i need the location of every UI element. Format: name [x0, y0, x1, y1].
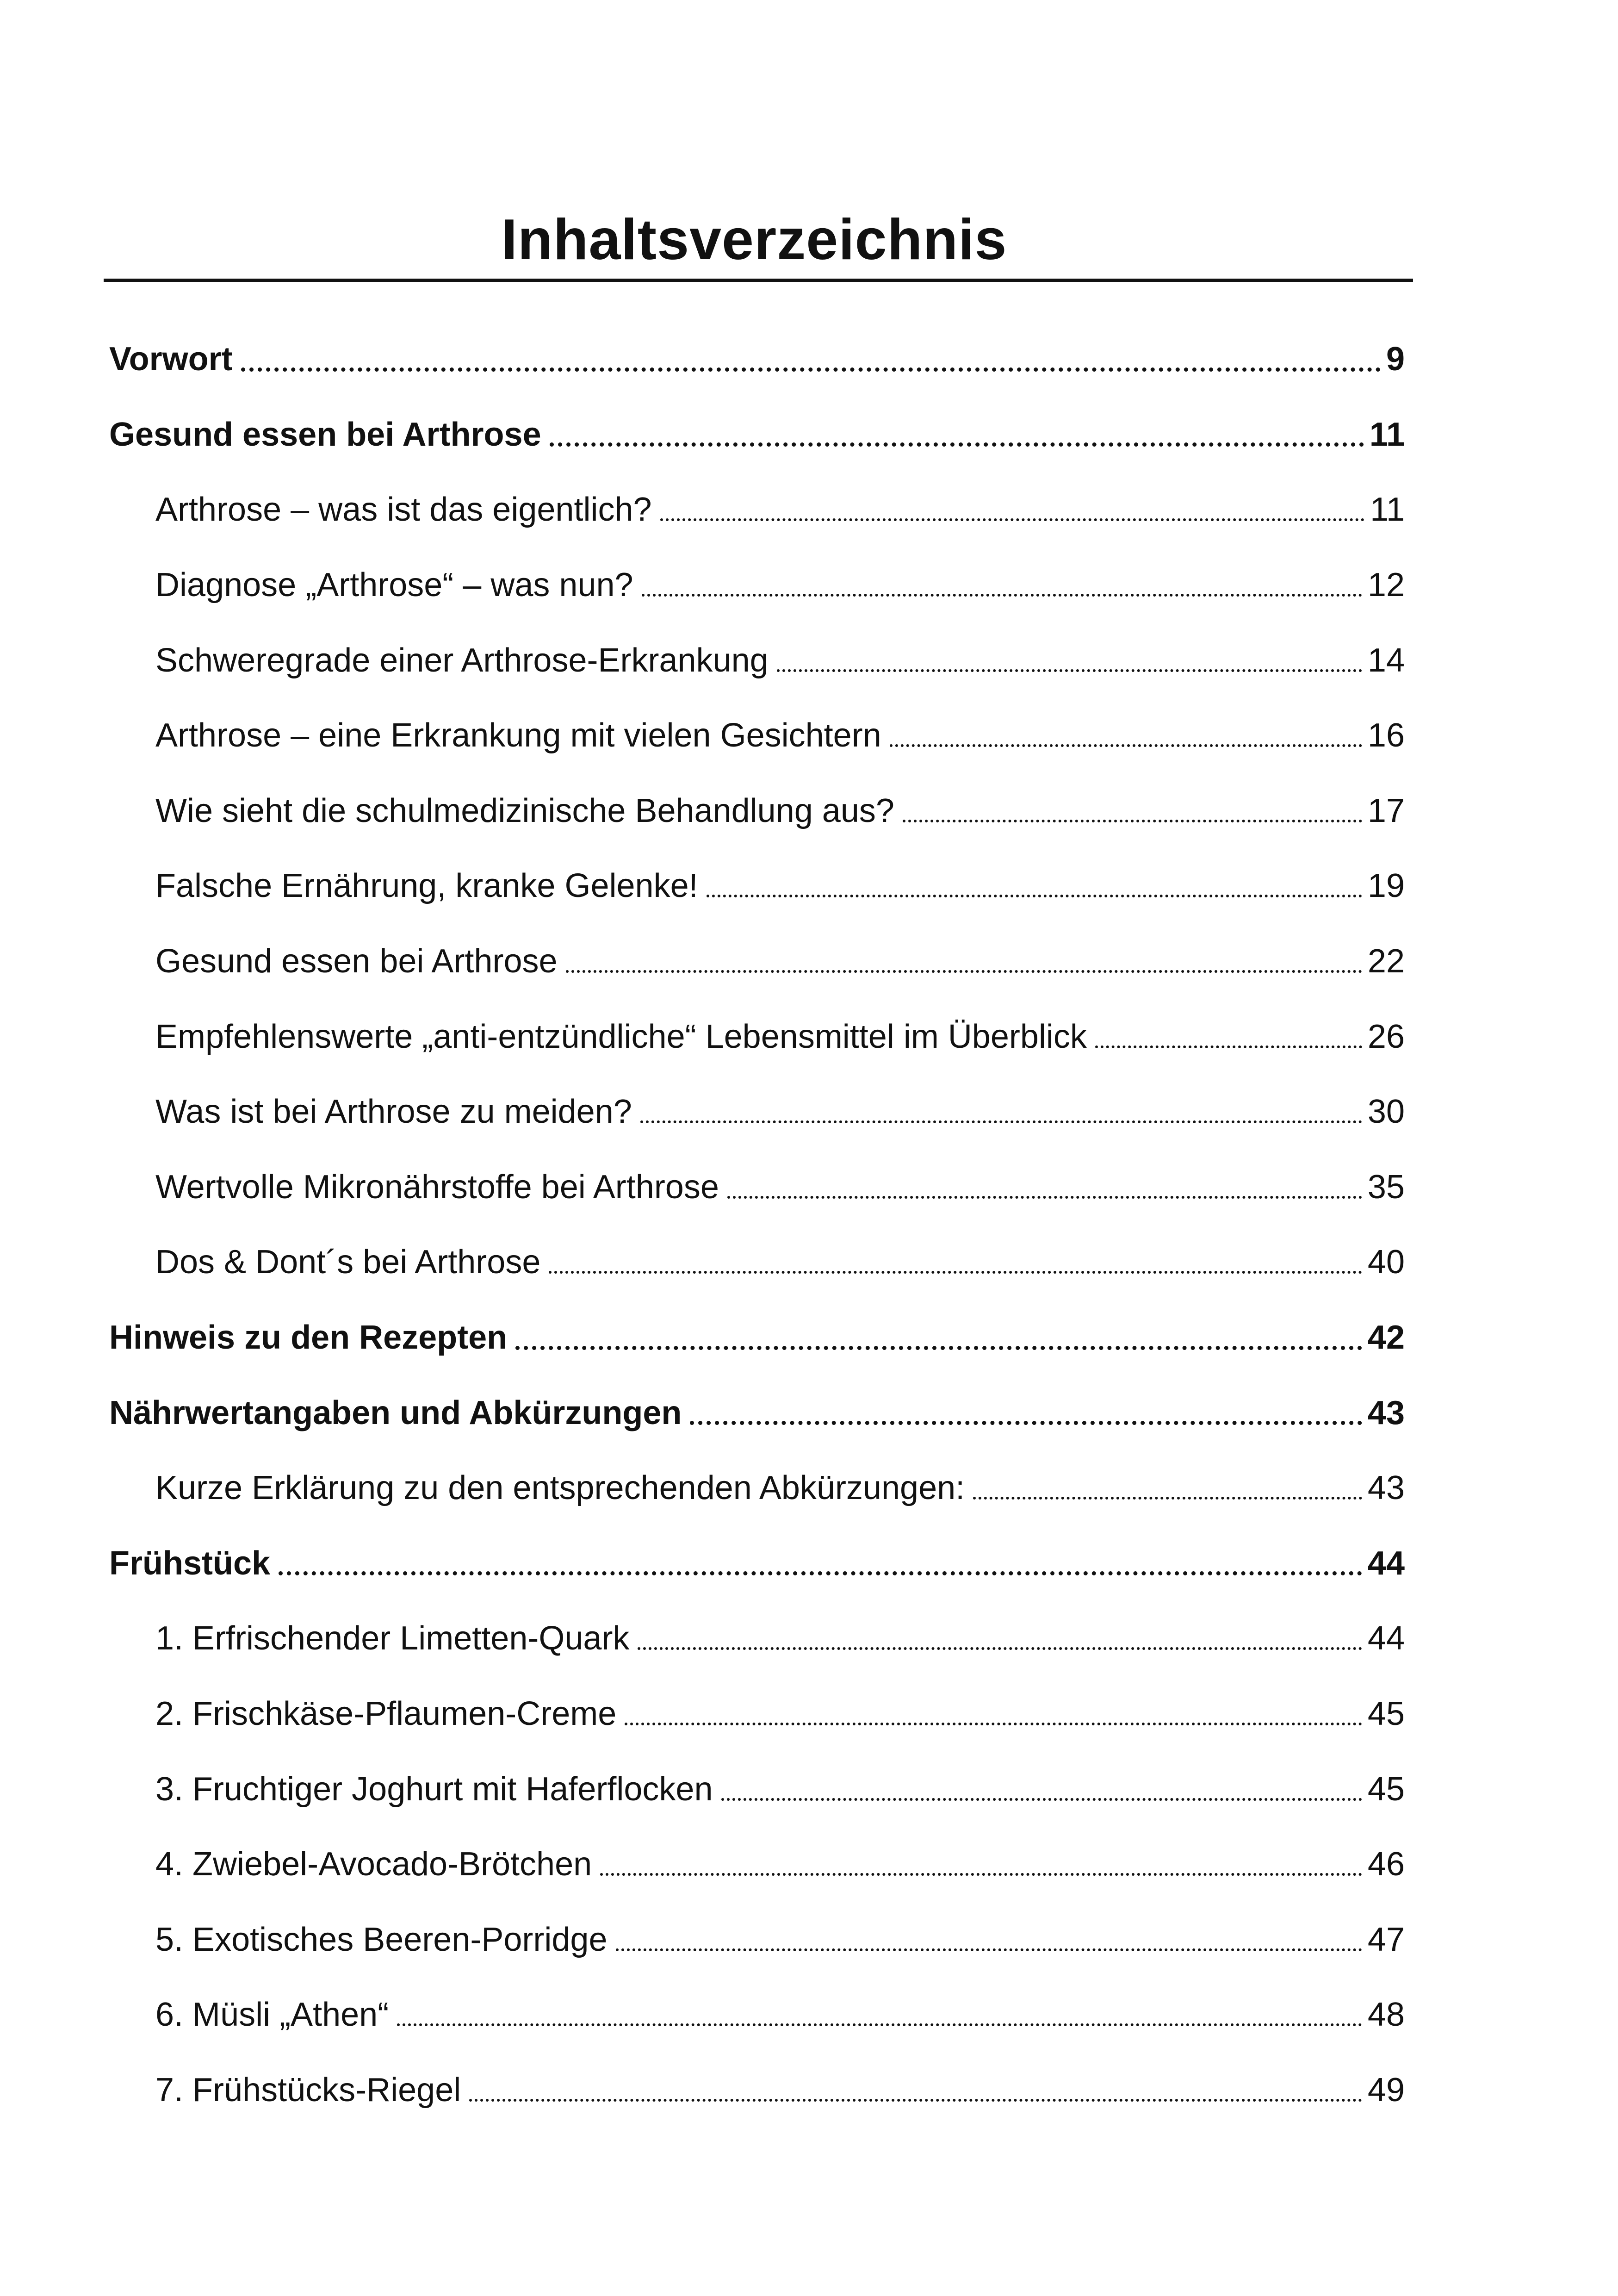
dot-leader: [279, 1571, 1362, 1575]
dot-leader: [660, 518, 1365, 521]
toc-section-entry: [109, 548, 1405, 623]
toc-entry-page-number: 47: [1367, 1921, 1405, 1958]
toc-entry-title: Frühstück: [109, 1544, 271, 1582]
toc-entry-title: Wertvolle Mikronährstoffe bei Arthrose: [155, 1168, 719, 1206]
toc-entry-page-number: 30: [1367, 1093, 1405, 1131]
table-of-contents: [109, 322, 1405, 2128]
toc-entry-title: Gesund essen bei Arthrose: [155, 943, 558, 980]
toc-entry-page-number: 16: [1367, 717, 1405, 754]
toc-entry-page-number: 14: [1367, 641, 1405, 679]
dot-leader: [600, 1873, 1362, 1876]
toc-entry-title: 7. Frühstücks-Riegel: [155, 2071, 461, 2109]
dot-leader: [550, 442, 1364, 447]
toc-entry-title: 2. Frischkäse-Pflaumen-Creme: [155, 1695, 617, 1732]
toc-entry-title: 3. Fruchtiger Joghurt mit Haferflocken: [155, 1770, 713, 1808]
dot-leader: [566, 970, 1362, 973]
toc-entry-page-number: 44: [1367, 1620, 1405, 1657]
toc-entry-title: Diagnose „Arthrose“ – was nun?: [155, 566, 633, 604]
dot-leader: [515, 1346, 1362, 1350]
toc-section-entry: [109, 1450, 1405, 1526]
toc-chapter-entry: [109, 1300, 1405, 1375]
toc-section-entry: [109, 1977, 1405, 2053]
toc-section-entry: [109, 1601, 1405, 1676]
toc-entry-title: 6. Müsli „Athen“: [155, 1996, 389, 2034]
dot-leader: [549, 1271, 1362, 1274]
toc-entry-title: Schweregrade einer Arthrose-Erkrankung: [155, 641, 769, 679]
toc-entry-page-number: 43: [1367, 1469, 1405, 1507]
toc-entry-page-number: 11: [1369, 416, 1405, 453]
toc-entry-page-number: 42: [1367, 1319, 1405, 1356]
toc-section-entry: [109, 1751, 1405, 1827]
toc-section-entry: [109, 2053, 1405, 2128]
toc-entry-title: Arthrose – eine Erkrankung mit vielen Gesichtern: [155, 717, 881, 754]
toc-section-entry: [109, 999, 1405, 1074]
toc-entry-title: Wie sieht die schulmedizinische Behandlung aus?: [155, 792, 894, 829]
toc-entry-title: 1. Erfrischender Limetten-Quark: [155, 1620, 630, 1657]
toc-entry-page-number: 26: [1367, 1018, 1405, 1055]
toc-entry-page-number: 17: [1367, 792, 1405, 829]
toc-section-entry: [109, 698, 1405, 773]
toc-entry-page-number: 9: [1386, 341, 1405, 378]
dot-leader: [241, 367, 1381, 372]
toc-entry-page-number: 45: [1367, 1770, 1405, 1808]
toc-entry-title: Dos & Dont´s bei Arthrose: [155, 1244, 541, 1281]
dot-leader: [707, 895, 1362, 897]
dot-leader: [890, 744, 1362, 747]
toc-entry-title: Nährwertangaben und Abkürzungen: [109, 1394, 682, 1431]
toc-entry-page-number: 22: [1367, 943, 1405, 980]
toc-entry-page-number: 48: [1367, 1996, 1405, 2034]
toc-entry-title: Arthrose – was ist das eigentlich?: [155, 491, 652, 529]
dot-leader: [642, 594, 1362, 597]
toc-chapter-entry: [109, 397, 1405, 473]
dot-leader: [721, 1798, 1362, 1801]
dot-leader: [616, 1948, 1362, 1951]
toc-section-entry: [109, 924, 1405, 999]
toc-entry-page-number: 35: [1367, 1168, 1405, 1206]
toc-entry-title: Falsche Ernährung, kranke Gelenke!: [155, 867, 698, 905]
toc-entry-page-number: 11: [1370, 491, 1405, 529]
toc-entry-page-number: 12: [1367, 566, 1405, 604]
title-divider: [104, 279, 1413, 282]
toc-section-entry: [109, 1902, 1405, 1977]
dot-leader: [625, 1723, 1362, 1725]
toc-section-entry: [109, 472, 1405, 548]
toc-entry-title: Vorwort: [109, 341, 233, 378]
toc-section-entry: [109, 1225, 1405, 1300]
toc-section-entry: [109, 1074, 1405, 1150]
toc-entry-title: Kurze Erklärung zu den entsprechenden Abkürzungen:: [155, 1469, 965, 1507]
toc-chapter-entry: [109, 1375, 1405, 1450]
dot-leader: [397, 2023, 1362, 2026]
dot-leader: [690, 1421, 1362, 1425]
toc-section-entry: [109, 848, 1405, 924]
toc-section-entry: [109, 1150, 1405, 1225]
dot-leader: [727, 1196, 1362, 1199]
toc-entry-title: 4. Zwiebel-Avocado-Brötchen: [155, 1846, 592, 1883]
toc-entry-page-number: 46: [1367, 1846, 1405, 1883]
toc-entry-title: Gesund essen bei Arthrose: [109, 416, 541, 453]
toc-chapter-entry: [109, 1526, 1405, 1601]
dot-leader: [777, 669, 1362, 672]
toc-chapter-entry: [109, 322, 1405, 397]
toc-section-entry: [109, 622, 1405, 698]
dot-leader: [973, 1497, 1362, 1500]
toc-entry-page-number: 40: [1367, 1244, 1405, 1281]
dot-leader: [903, 820, 1362, 822]
toc-section-entry: [109, 773, 1405, 849]
toc-entry-page-number: 19: [1367, 867, 1405, 905]
toc-entry-title: 5. Exotisches Beeren-Porridge: [155, 1921, 608, 1958]
toc-section-entry: [109, 1827, 1405, 1902]
dot-leader: [1095, 1045, 1362, 1048]
toc-entry-title: Hinweis zu den Rezepten: [109, 1319, 508, 1356]
toc-entry-page-number: 44: [1367, 1544, 1405, 1582]
toc-section-entry: [109, 1676, 1405, 1752]
toc-entry-page-number: 49: [1367, 2071, 1405, 2109]
toc-entry-page-number: 45: [1367, 1695, 1405, 1732]
dot-leader: [640, 1120, 1362, 1123]
dot-leader: [638, 1647, 1362, 1650]
toc-entry-page-number: 43: [1367, 1394, 1405, 1431]
toc-entry-title: Was ist bei Arthrose zu meiden?: [155, 1093, 632, 1131]
page-title: Inhaltsverzeichnis: [501, 208, 1007, 272]
toc-entry-title: Empfehlenswerte „anti-entzündliche“ Lebensmittel im Überblick: [155, 1018, 1087, 1055]
dot-leader: [469, 2099, 1362, 2102]
